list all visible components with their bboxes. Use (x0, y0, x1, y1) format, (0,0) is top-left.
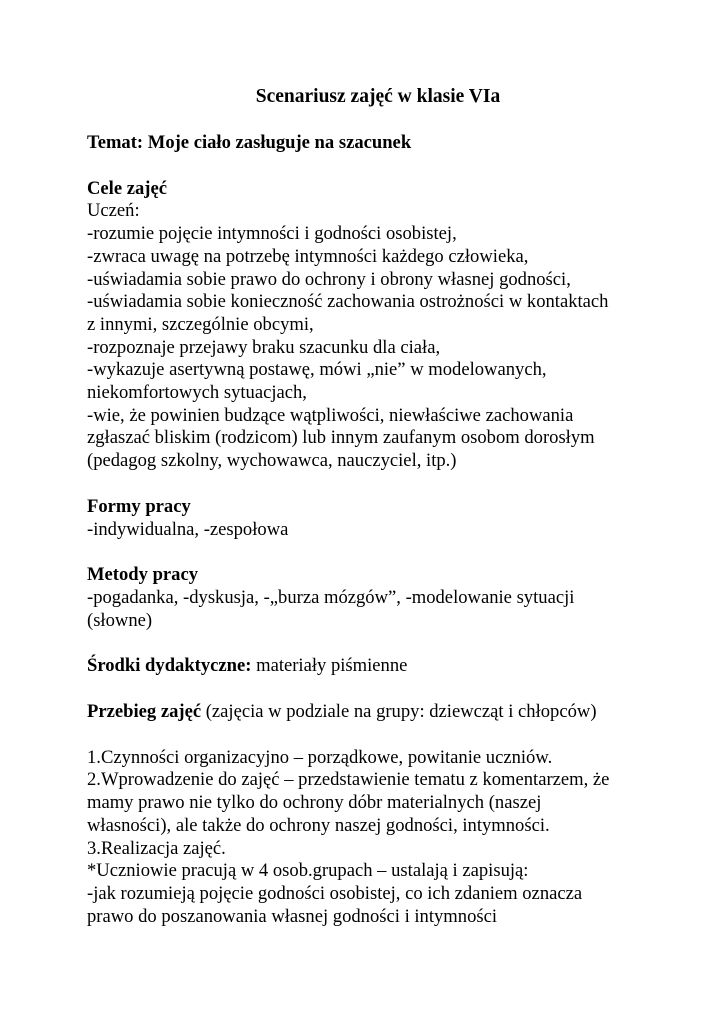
goals-line: -wykazuje asertywną postawę, mówi „nie” w modelowanych, (87, 359, 547, 381)
goals-line: -rozumie pojęcie intymności i godności osobistej, (87, 223, 457, 245)
step-line: 3.Realizacja zajęć. (87, 837, 226, 859)
step-line: 2.Wprowadzenie do zajęć – przedstawienie tematu z komentarzem, że (87, 769, 610, 791)
means-label: Środki dydaktyczne: (87, 655, 252, 677)
goals-line: (pedagog szkolny, wychowawca, nauczyciel, itp.) (87, 450, 457, 472)
goals-line: niekomfortowych sytuacjach, (87, 382, 307, 404)
methods-line: (słowne) (87, 609, 153, 631)
means-paragraph (87, 655, 677, 678)
methods-heading: Metody pracy (87, 564, 199, 586)
forms-line: -indywidualna, -zespołowa (87, 518, 289, 540)
goals-line: z innymi, szczególnie obcymi, (87, 313, 314, 335)
course-label: Przebieg zajęć (87, 701, 202, 723)
goals-line: Uczeń: (87, 200, 140, 222)
step-line: mamy prawo nie tylko do ochrony dóbr materialnych (naszej (87, 792, 542, 814)
step-line: -jak rozumieją pojęcie godności osobistej, co ich zdaniem oznacza (87, 882, 583, 904)
methods-line: -pogadanka, -dyskusja, -„burza mózgów”, -modelowanie sytuacji (87, 586, 575, 608)
goals-line: -uświadamia sobie konieczność zachowania ostrożności w kontaktach (87, 291, 609, 313)
step-line: własności), ale także do ochrony naszej godności, intymności. (87, 814, 550, 836)
forms-heading: Formy pracy (87, 495, 191, 517)
step-line: 1.Czynności organizacyjno – porządkowe, powitanie uczniów. (87, 746, 553, 768)
goals-line: zgłaszać bliskim (rodzicom) lub innym zaufanym osobom dorosłym (87, 427, 595, 449)
step-line: prawo do poszanowania własnej godności i intymności (87, 905, 498, 927)
document-page (87, 86, 677, 928)
goals-list (87, 200, 677, 472)
goals-line: -zwraca uwagę na potrzebę intymności każdego człowieka, (87, 245, 529, 267)
document-title: Scenariusz zajęć w klasie VIa (255, 86, 501, 107)
steps-list (87, 747, 677, 929)
course-text: (zajęcia w podziale na grupy: dziewcząt i chłopców) (201, 701, 597, 723)
topic-heading: Temat: Moje ciało zasługuje na szacunek (87, 132, 412, 153)
means-text: materiały piśmienne (251, 655, 408, 677)
goals-heading: Cele zajęć (87, 177, 167, 199)
goals-line: -uświadamia sobie prawo do ochrony i obrony własnej godności, (87, 268, 571, 290)
step-line: *Uczniowie pracują w 4 osob.grupach – ustalają i zapisują: (87, 860, 529, 882)
course-paragraph (87, 701, 677, 724)
goals-line: -wie, że powinien budzące wątpliwości, niewłaściwe zachowania (87, 404, 574, 426)
goals-line: -rozpoznaje przejawy braku szacunku dla ciała, (87, 336, 441, 358)
